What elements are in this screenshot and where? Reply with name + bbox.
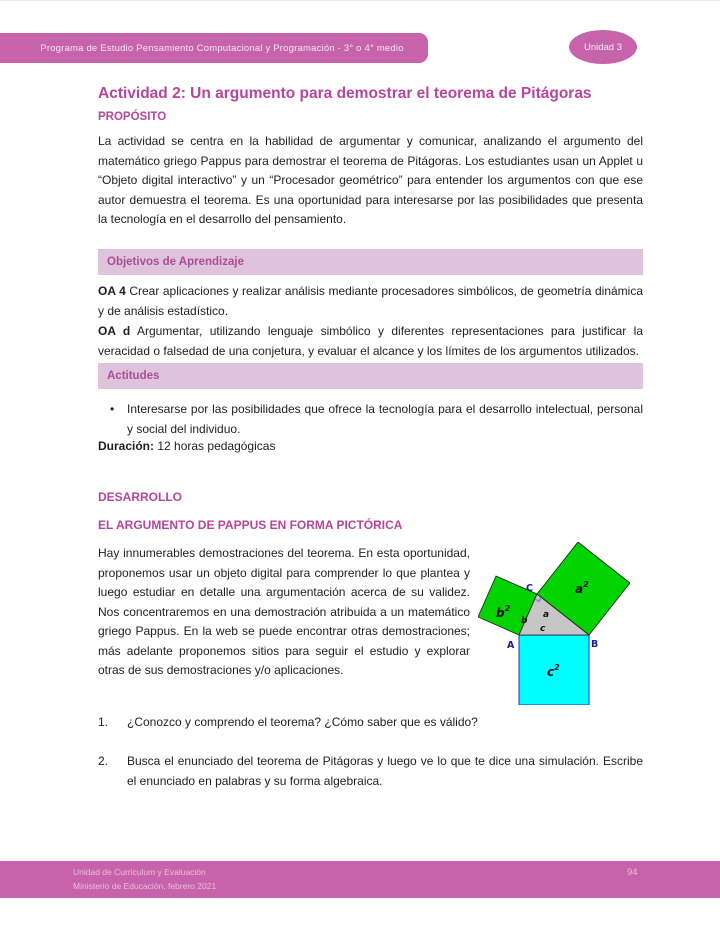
footer-org-line2: Ministerio de Educación, febrero 2021 [73,880,217,891]
question-text-1: ¿Conozco y comprendo el teorema? ¿Cómo saber que es válido? [127,715,478,729]
label-c-squared: $c^2$ [547,663,560,679]
pictorica-heading: EL ARGUMENTO DE PAPPUS EN FORMA PICTÓRICA [98,518,403,532]
question-number-1: 1. [98,715,109,729]
label-side-b: b [521,616,528,626]
footer-bar [0,861,720,898]
proposito-body: La actividad se centra en la habilidad de argumentar y comunicar, analizando el argumento del matemático griego Pappus para demostrar el teorema de Pitágoras. Los estudiantes usan un Applet u “Objeto digital interactivo” y un “Procesador geométrico” para entender los argumentos con que ese autor demuestra el teorema. Es una oportunidad para interesarse por las posibilidades que presenta la tecnología en el desarrollo del pensamiento. [98,134,643,226]
label-vertex-c: C [526,583,533,594]
question-number-2: 2. [98,754,109,768]
actitudes-heading: Actitudes [107,370,160,382]
label-vertex-a: A [507,640,515,651]
duracion-label: Duración: [98,439,155,453]
oa-item-1 [98,282,643,321]
proposito-heading: PROPÓSITO [98,111,167,123]
label-b-squared: $b^2$ [496,604,511,620]
actitudes-bullet-text: Interesarse por las posibilidades que ofrece la tecnología para el desarrollo intelectual, personal y social del individuo. [127,402,643,436]
bullet-marker: • [110,402,115,416]
duracion-line [98,439,643,453]
desarrollo-body: Hay innumerables demostraciones del teorema. En esta oportunidad, proponemos usar un objeto digital para comprender lo que plantea y luego estudiar en detalle una argumentación acerca de su validez. Nos concentraremos en una demostración atribuida a un matemático griego Pappus. En la web se puede encontrar otras demostraciones; más adelante proponemos sitios para seguir el estudio y explorar otras de sus demostraciones y/o aplicaciones. [98,546,470,677]
question-item-1 [98,713,643,733]
pythagoras-diagram [478,542,630,705]
objetivos-section-bar [98,249,643,275]
label-vertex-b: B [591,639,599,650]
label-side-a: a [543,610,550,620]
question-item-2 [98,752,643,791]
desarrollo-heading: DESARROLLO [98,490,182,504]
oa-text-1: Crear aplicaciones y realizar análisis mediante procesadores simbólicos, de geometría dinámica y de análisis estadístico. [98,284,644,318]
actitudes-bullet-item [98,400,643,439]
header-bar [0,33,428,63]
page-number: 94 [627,867,638,878]
oa-text-2: Argumentar, utilizando lenguaje simbólico y diferentes representaciones para justificar la veracidad o falsedad de una conjetura, y evaluar el alcance y los límites de los argumentos utilizados. [98,324,643,358]
actitudes-section-bar [98,363,643,389]
label-side-c: c [540,624,546,634]
activity-title: Actividad 2: Un argumento para demostrar el teorema de Pitágoras [98,85,592,102]
oa-code-1: OA 4 [98,284,126,298]
oa-code-2: OA d [98,324,131,338]
objetivos-heading: Objetivos de Aprendizaje [107,256,244,268]
oa-item-2 [98,322,643,361]
question-text-2: Busca el enunciado del teorema de Pitágoras y luego ve lo que te dice una simulación. Escribe el enunciado en palabras y su forma algebraica. [127,754,643,788]
footer-org-block [73,866,216,893]
label-a-squared: $a^2$ [575,580,589,596]
footer-org-line1: Unidad de Curriculum y Evaluación [73,867,206,877]
unit-badge: Unidad 3 [569,30,637,64]
duracion-value: 12 horas pedagógicas [157,439,276,453]
header-program-title: Programa de Estudio Pensamiento Computacional y Programación - 3° o 4° medio [40,42,404,54]
